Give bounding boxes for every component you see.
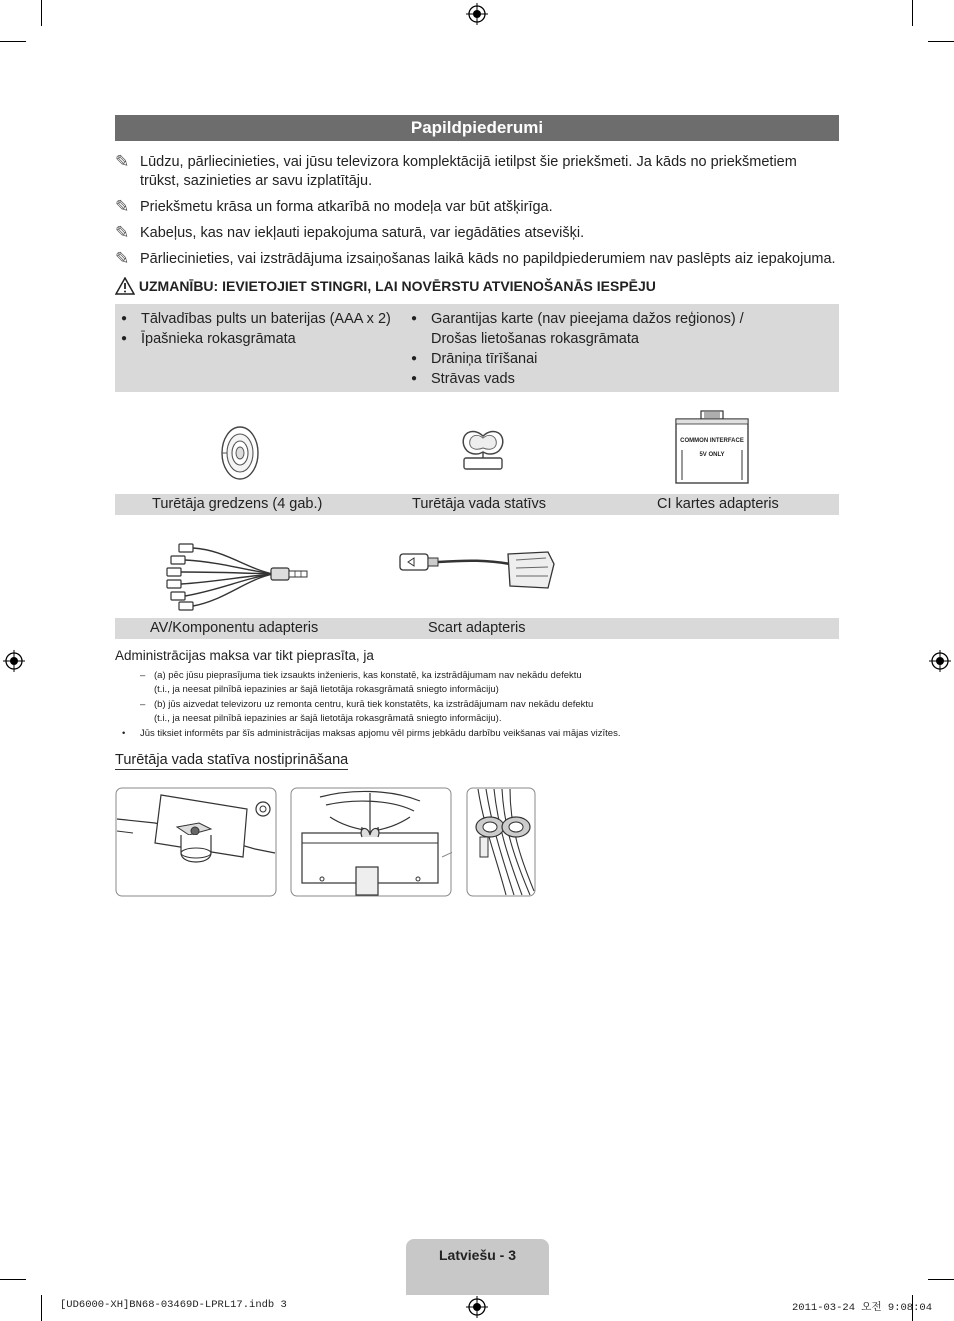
admin-fee-intro: Administrācijas maksa var tikt pieprasīta, ja xyxy=(115,648,374,663)
accessory-label: CI kartes adapteris xyxy=(657,496,779,512)
section-title: Papildpiederumi xyxy=(115,115,839,141)
admin-fee-line: (a) pēc jūsu pieprasījuma tiek izsaukts inženieris, kas konstatē, ka izstrādājumam nav nekādu defektu xyxy=(154,670,582,681)
accessory-label-bar xyxy=(115,618,839,639)
list-item xyxy=(411,309,744,349)
admin-fee-line: Jūs tiksiet informēts par šīs administrācijas maksas apjomu vēl pirms jebkādu darbību veikšanas vai mājas vizītes. xyxy=(140,728,621,739)
note-text: Priekšmetu krāsa un forma atkarībā no modeļa var būt atšķirīga. xyxy=(140,199,553,215)
scart-adapter-illustration xyxy=(398,546,556,594)
list-item: ● Strāvas vads xyxy=(411,369,744,389)
holder-ring-illustration xyxy=(218,425,262,481)
registration-mark-icon xyxy=(3,650,25,672)
crop-mark xyxy=(928,41,954,42)
caution-text: UZMANĪBU: IEVIETOJIET STINGRI, LAI NOVĒRSTU ATVIENOŠANĀS IESPĒJU xyxy=(138,278,656,294)
admin-fee-item xyxy=(140,698,593,726)
note-text: Lūdzu, pārliecinieties, vai jūsu televizora komplektācijā ietilpst šie priekšmeti. Ja kāds no priekšmetiem xyxy=(140,154,797,170)
accessory-label: Turētāja vada statīvs xyxy=(412,496,547,512)
crop-mark xyxy=(0,1279,26,1280)
list-item: ● Tālvadības pults un baterijas (AAA x 2) xyxy=(121,309,391,329)
note xyxy=(115,153,845,191)
pencil-note-icon: ✎ xyxy=(115,223,130,242)
install-step-1-illustration xyxy=(115,787,277,897)
accessories-list xyxy=(115,304,839,392)
ci-card-label-line: COMMON INTERFACE xyxy=(680,438,744,444)
pencil-note-icon: ✎ xyxy=(115,249,130,268)
ci-card-label xyxy=(676,434,748,462)
accessory-label: AV/Komponentu adapteris xyxy=(150,620,319,636)
admin-fee-item xyxy=(140,669,582,697)
admin-fee-line: (b) jūs aizvedat televizoru uz remonta centru, kurā tiek konstatēts, ka izstrādājumam nav nekādu defektu xyxy=(154,699,594,710)
crop-mark xyxy=(928,1279,954,1280)
crop-mark xyxy=(912,0,913,26)
note xyxy=(115,250,845,269)
pencil-note-icon: ✎ xyxy=(115,197,130,216)
accessories-column-left xyxy=(121,309,391,349)
av-component-adapter-illustration xyxy=(165,540,315,614)
ci-card-label-line: 5V ONLY xyxy=(699,452,725,458)
registration-mark-icon xyxy=(466,1296,488,1318)
note-text: Kabeļus, kas nav iekļauti iepakojuma saturā, var iegādāties atsevišķi. xyxy=(140,225,585,241)
caution-notice xyxy=(115,277,845,296)
warning-triangle-icon xyxy=(115,277,135,295)
list-item-line: Garantijas karte (nav pieejama dažos reģionos) / xyxy=(431,311,744,327)
registration-mark-icon xyxy=(929,650,951,672)
accessory-label: Turētāja gredzens (4 gab.) xyxy=(152,496,323,512)
note-text: Pārliecinieties, vai izstrādājuma izsaiņošanas laikā kāds no papildpiederumiem nav paslēpts aiz iepakojuma. xyxy=(140,251,836,267)
cable-holder-stand-illustration xyxy=(458,428,508,472)
pencil-note-icon: ✎ xyxy=(115,152,130,171)
crop-mark xyxy=(41,0,42,26)
list-marker: • xyxy=(122,728,126,739)
install-step-2-illustration xyxy=(290,787,452,897)
list-marker: – xyxy=(140,699,146,710)
accessory-label: Scart adapteris xyxy=(428,620,526,636)
page-number-box xyxy=(406,1239,549,1295)
list-item-line: Drošas lietošanas rokasgrāmata xyxy=(431,331,639,347)
list-item: ● Īpašnieka rokasgrāmata xyxy=(121,329,391,349)
admin-fee-line: (t.i., ja neesat pilnībā iepazinies ar šajā lietotāja rokasgrāmatā sniegto informāciju) xyxy=(154,684,499,695)
note-text: trūkst, sazinieties ar savu izplatītāju. xyxy=(140,173,373,189)
footer-file-info: [UD6000-XH]BN68-03469D-LPRL17.indb 3 xyxy=(60,1299,287,1311)
page-number: Latviešu - 3 xyxy=(438,1247,517,1263)
note xyxy=(115,224,845,243)
list-item: ● Drāniņa tīrīšanai xyxy=(411,349,744,369)
accessories-column-right xyxy=(411,309,744,389)
list-marker: – xyxy=(140,670,146,681)
subheading: Turētāja vada statīva nostiprināšana xyxy=(115,752,349,768)
note xyxy=(115,198,845,217)
install-step-3-illustration xyxy=(466,787,536,897)
crop-mark xyxy=(0,41,26,42)
crop-mark xyxy=(41,1295,42,1321)
admin-fee-line: (t.i., ja neesat pilnībā iepazinies ar šajā lietotāja rokasgrāmatā sniegto informāciju). xyxy=(154,713,502,724)
registration-mark-icon xyxy=(466,3,488,25)
accessory-label-bar xyxy=(115,494,839,515)
admin-fee-item xyxy=(122,727,620,741)
footer-timestamp: 2011-03-24 오전 9:08:04 xyxy=(792,1302,933,1314)
